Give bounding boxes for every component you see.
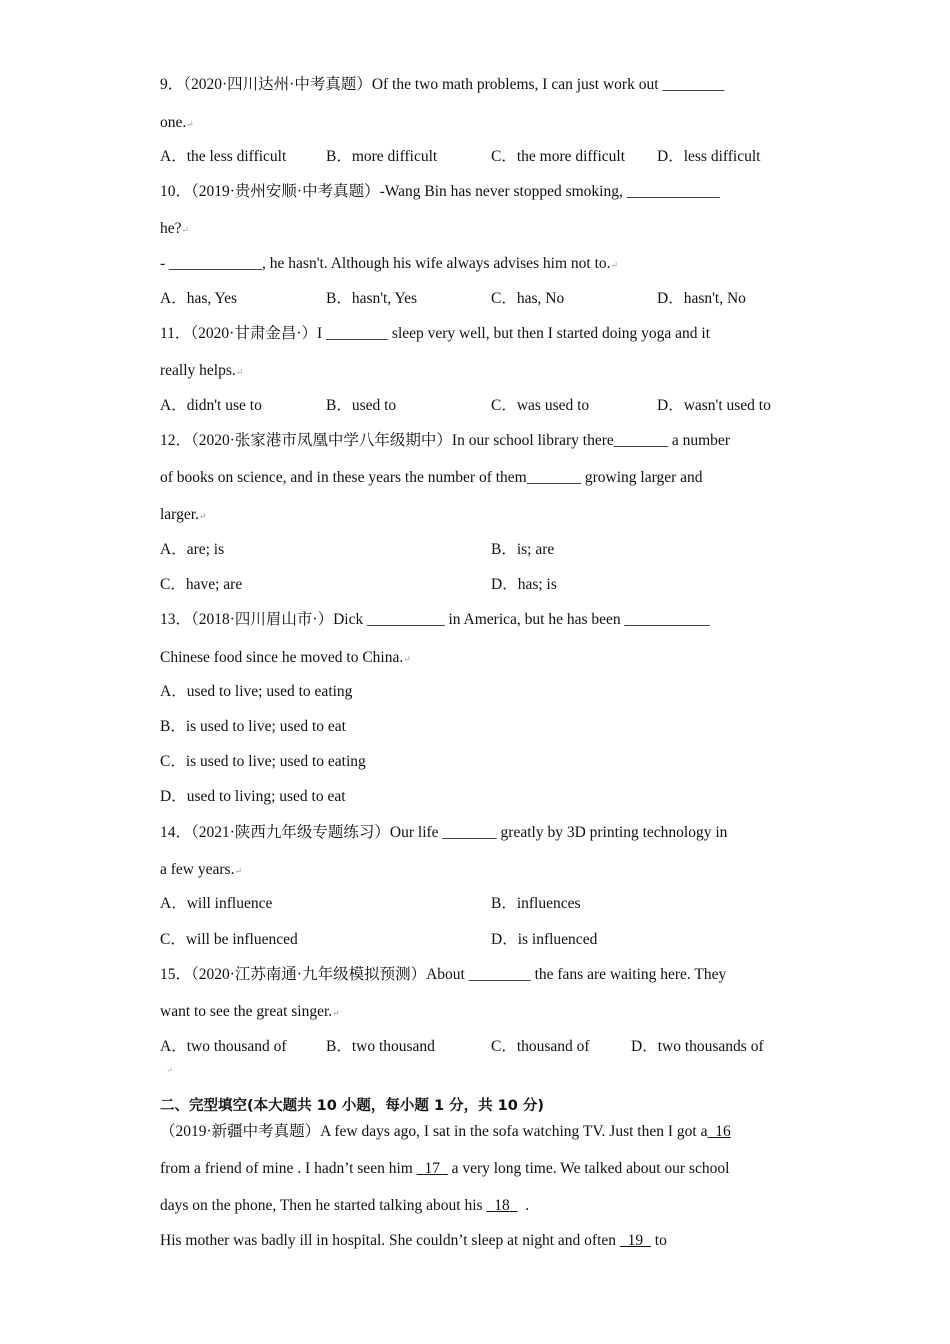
q13-option-a: A．used to live; used to eating (160, 683, 353, 700)
q15-option-c: C．thousand of (491, 1038, 590, 1055)
q14-stem-cont: a few years.↵ (160, 861, 242, 878)
cloze-line-3: days on the phone, Then he started talking about his 18 . (160, 1197, 530, 1214)
q11-option-c: C．was used to (491, 397, 590, 414)
section2-heading: 二、完型填空(本大题共 10 小题，每小题 1 分，共 10 分) (160, 1098, 544, 1114)
q14-stem: 14．（2021·陕西九年级专题练习）Our life _______ greatly by 3D printing technology in (160, 824, 728, 841)
q14-option-b: B．influences (491, 895, 581, 912)
q9-stem-cont: one.↵ (160, 114, 194, 131)
q12-option-d: D．has; is (491, 576, 557, 593)
blank-18: 18 (494, 1197, 510, 1214)
cloze-line-2: from a friend of mine . I hadn’t seen him 17 a very long time. We talked about our school (160, 1160, 730, 1177)
q12-stem: 12．（2020·张家港市凤凰中学八年级期中）In our school library there_______ a number (160, 432, 730, 449)
q10-option-d: D．hasn't, No (657, 290, 746, 307)
q12-stem-cont: of books on science, and in these years the number of them_______ growing larger and (160, 469, 703, 486)
blank-19: 19 (627, 1232, 644, 1249)
q12-stem-end: larger.↵ (160, 506, 207, 523)
q9-option-d: D．less difficult (657, 148, 761, 165)
cloze-line-4: His mother was badly ill in hospital. She couldn’t sleep at night and often 19 to (160, 1232, 667, 1249)
q10-response: - ____________, he hasn't. Although his wife always advises him not to.↵ (160, 255, 619, 272)
q13-option-b: B．is used to live; used to eat (160, 718, 346, 735)
q11-option-a: A．didn't use to (160, 397, 262, 414)
q13-stem-cont: Chinese food since he moved to China.↵ (160, 649, 411, 666)
q15-option-a: A．two thousand of (160, 1038, 287, 1055)
q15-option-b: B．two thousand (326, 1038, 435, 1055)
q13-stem: 13．（2018·四川眉山市·）Dick __________ in America, but he has been ___________ (160, 611, 710, 628)
q14-option-d: D．is influenced (491, 931, 598, 948)
q14-option-c: C．will be influenced (160, 931, 298, 948)
q9-option-c: C．the more difficult (491, 148, 626, 165)
q13-option-d: D．used to living; used to eat (160, 788, 346, 805)
q12-option-c: C．have; are (160, 576, 243, 593)
q9-option-b: B．more difficult (326, 148, 438, 165)
q12-option-a: A．are; is (160, 541, 225, 558)
q9-stem: 9．（2020·四川达州·中考真题）Of the two math problems, I can just work out ________ (160, 76, 725, 93)
cloze-line-1: （2019·新疆中考真题）A few days ago, I sat in the sofa watching TV. Just then I got a 16 (160, 1123, 731, 1140)
q15-stem: 15．（2020·江苏南通·九年级模拟预测）About ________ the fans are waiting here. They (160, 966, 727, 983)
q10-option-c: C．has, No (491, 290, 565, 307)
q10-stem: 10．（2019·贵州安顺·中考真题）-Wang Bin has never stopped smoking, ____________ (160, 183, 720, 200)
q15-stem-cont: want to see the great singer.↵ (160, 1003, 340, 1020)
blank-17: 17 (424, 1160, 440, 1177)
q13-option-c: C．is used to live; used to eating (160, 753, 366, 770)
paragraph-mark: ↵ (166, 1066, 173, 1075)
q9-option-a: A．the less difficult (160, 148, 287, 165)
q11-option-b: B．used to (326, 397, 397, 414)
q10-stem-cont: he?↵ (160, 220, 190, 237)
q10-option-a: A．has, Yes (160, 290, 238, 307)
q10-option-b: B．hasn't, Yes (326, 290, 418, 307)
q11-option-d: D．wasn't used to (657, 397, 771, 414)
q15-option-d: D．two thousands of (631, 1038, 764, 1055)
q14-option-a: A．will influence (160, 895, 273, 912)
q11-stem-cont: really helps.↵ (160, 362, 244, 379)
q12-option-b: B．is; are (491, 541, 555, 558)
q11-stem: 11．（2020·甘肃金昌·）I ________ sleep very well, but then I started doing yoga and it (160, 325, 711, 342)
blank-16: 16 (715, 1123, 731, 1140)
